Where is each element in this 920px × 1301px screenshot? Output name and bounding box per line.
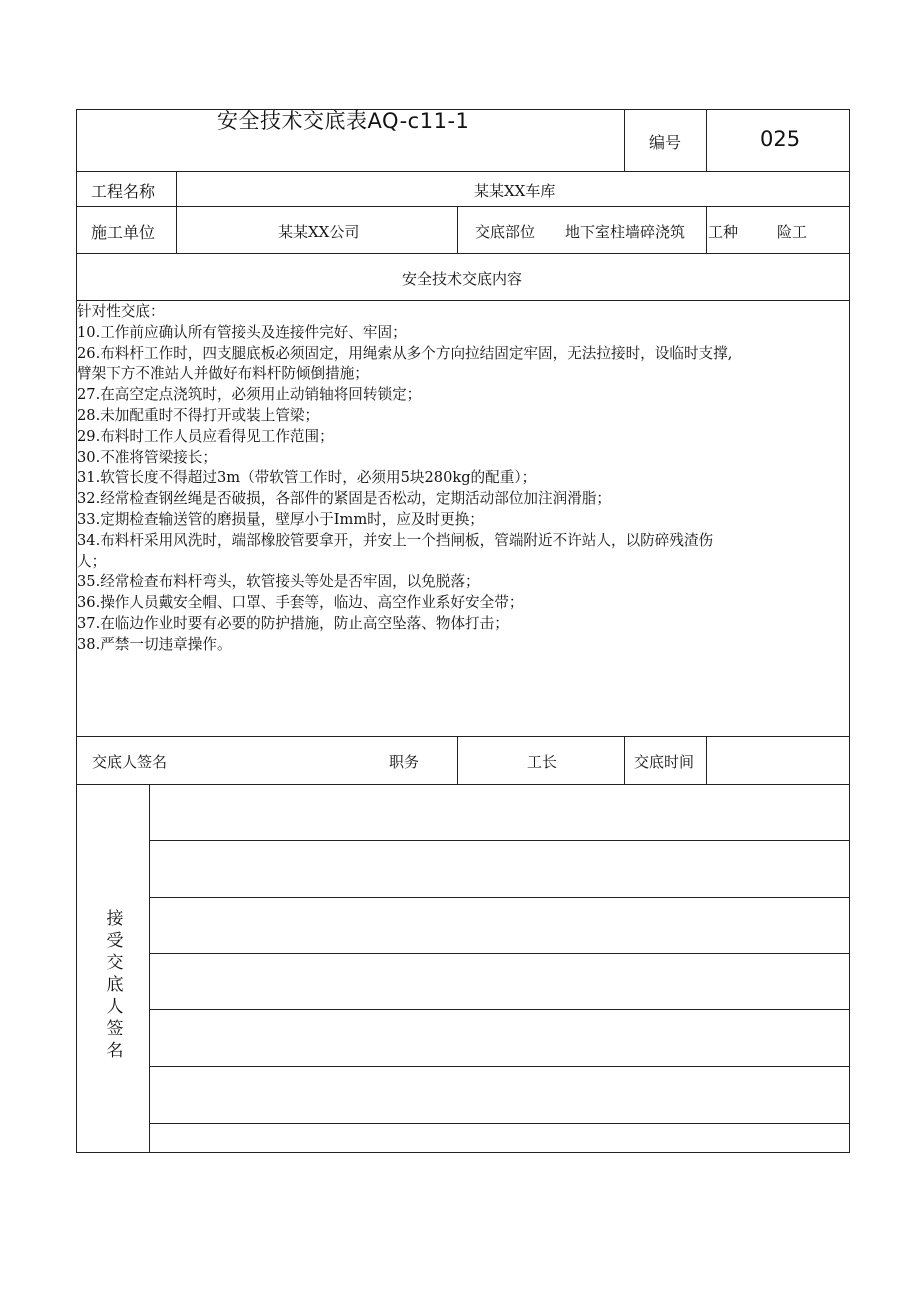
col-divider <box>706 206 707 253</box>
content-line: 臂架下方不准站人并做好布料杆防倾倒措施； <box>77 365 369 383</box>
row-divider <box>77 784 849 785</box>
row-divider <box>77 206 849 207</box>
col-divider <box>457 206 458 253</box>
content-line: 38.严禁一切违章操作。 <box>77 635 232 653</box>
signature-line <box>149 897 849 898</box>
content-line: 32.经常检查钢丝绳是否破损，各部件的紧固是否松动，定期活动部位加注润滑脂； <box>77 490 611 508</box>
content-line: 针对性交底： <box>77 303 165 320</box>
number-value: 025 <box>760 127 801 151</box>
col-divider <box>706 110 707 171</box>
col-divider <box>624 110 625 171</box>
project-label: 工程名称 <box>91 182 156 201</box>
row-divider <box>77 253 849 254</box>
position-label: 职务 <box>389 753 420 771</box>
unit-value: 某某XX公司 <box>278 223 360 241</box>
part-label: 交底部位 <box>475 223 536 241</box>
content-heading: 安全技术交底内容 <box>402 270 523 288</box>
trade-value: 险工 <box>777 223 808 241</box>
row-divider <box>77 736 849 737</box>
unit-label: 施工单位 <box>91 223 156 242</box>
col-divider <box>176 171 177 253</box>
content-line: 26.布料杆工作时，四支腿底板必须固定，用绳索从多个方向拉结固定牢固，无法拉接时，设临时支撑, <box>77 344 733 362</box>
disclosure-content <box>77 302 849 656</box>
content-line: 37.在临边作业时要有必要的防护措施，防止高空坠落、物体打击； <box>77 614 509 632</box>
content-line: 33.定期检查输送管的磨损量，壁厚小于Imm时，应及时更换； <box>77 510 484 528</box>
safety-disclosure-form <box>76 109 850 1153</box>
form-title: 安全技术交底表AQ-c11-1 <box>217 109 470 133</box>
col-divider <box>624 736 625 784</box>
signature-line <box>149 953 849 954</box>
content-line: 31.软管长度不得超过3m（带软管工作时，必须用5块280kg的配重）； <box>77 469 537 487</box>
number-label: 编号 <box>649 133 682 152</box>
signature-line <box>149 1066 849 1067</box>
receiver-label: 接受交底人签名 <box>106 909 124 1061</box>
col-divider <box>149 784 150 1152</box>
time-label: 交底时间 <box>634 753 695 771</box>
content-line: 28.未加配重时不得打开或装上管梁； <box>77 406 320 424</box>
content-line: 35.经常检查布料杆弯头，软管接头等处是否牢固，以免脱落； <box>77 573 480 591</box>
project-value: 某某XX车库 <box>474 182 556 200</box>
content-line: 10.工作前应确认所有管接头及连接件完好、牢固； <box>77 323 407 341</box>
col-divider <box>457 736 458 784</box>
position-value: 工长 <box>527 753 558 771</box>
col-divider <box>706 736 707 784</box>
part-value: 地下室柱墙碎浇筑 <box>565 223 686 241</box>
signature-line <box>149 1009 849 1010</box>
row-divider <box>77 171 849 172</box>
content-line: 30.不准将管梁接长； <box>77 448 217 466</box>
row-divider <box>77 300 849 301</box>
content-line: 36.操作人员戴安全帽、口罩、手套等，临边、高空作业系好安全带； <box>77 594 524 612</box>
signature-line <box>149 1123 849 1124</box>
signer-label: 交底人签名 <box>92 753 168 771</box>
content-line: 人； <box>77 552 107 570</box>
trade-label: 工种 <box>708 223 739 241</box>
signature-line <box>149 840 849 841</box>
content-line: 27.在高空定点浇筑时，必须用止动销轴将回转锁定； <box>77 386 422 404</box>
content-line: 29.布料时工作人员应看得见工作范围； <box>77 427 334 445</box>
content-line: 34.布料杆采用风洗时，端部橡胶管要拿开，并安上一个挡闸板，管端附近不许站人，以防碎残渣伤 <box>77 531 714 549</box>
